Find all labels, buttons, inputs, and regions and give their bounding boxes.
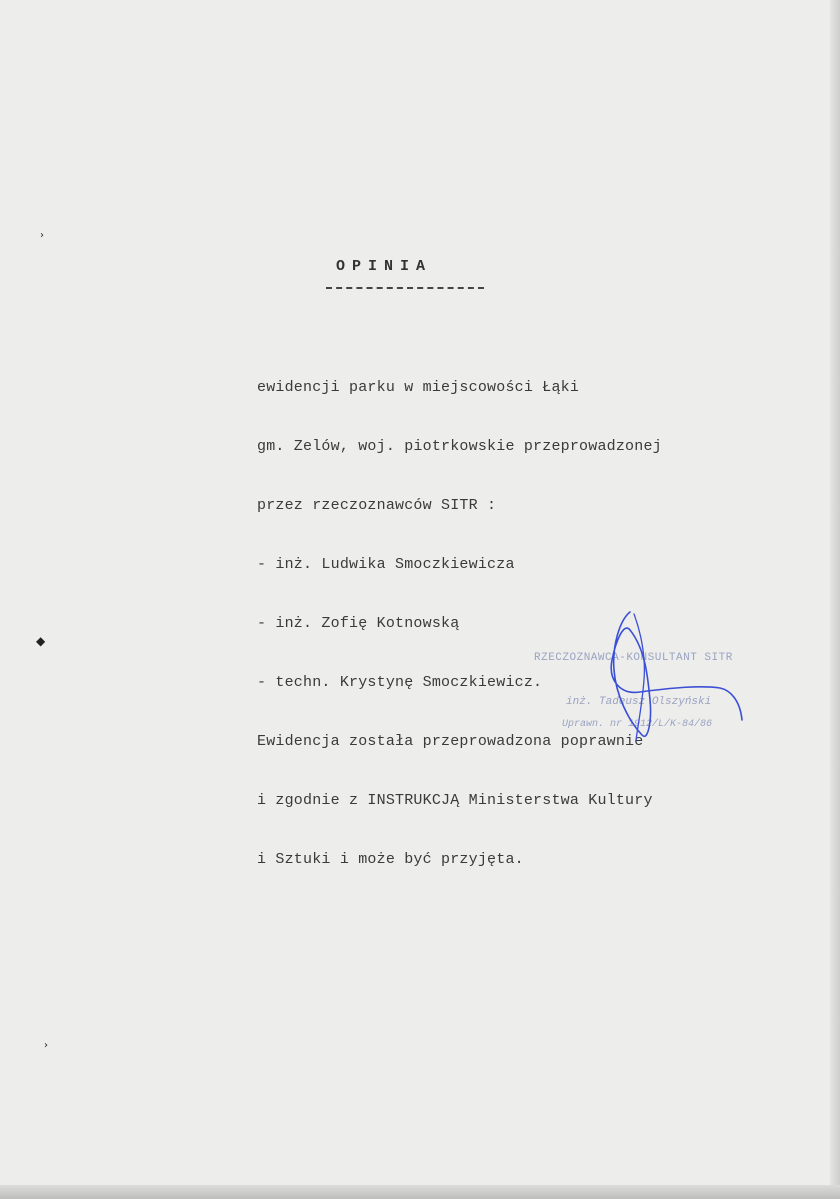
body-line: przez rzeczoznawców SITR : (257, 497, 497, 514)
body-line: ewidencji parku w miejscowości Łąki (257, 379, 580, 396)
body-line: i zgodnie z INSTRUKCJĄ Ministerstwa Kultury (257, 792, 653, 809)
punch-hole-mark: ◆ (36, 634, 46, 648)
scan-speck-top: › (40, 230, 44, 241)
scan-speck-bottom: › (44, 1040, 48, 1051)
stamp-name: inż. Tadeusz Olszyński (566, 696, 712, 708)
body-line: - techn. Krystynę Smoczkiewicz. (257, 674, 543, 691)
document-title: OPINIA (336, 258, 433, 275)
page-edge-bottom (0, 1185, 840, 1199)
stamp-registration: Uprawn. nr 1912/L/K-84/86 (562, 719, 713, 730)
stamp-title: RZECZOZNAWCA-KONSULTANT SITR (534, 652, 733, 664)
body-line: Ewidencja została przeprowadzona poprawnie (257, 733, 644, 750)
handwritten-signature (590, 600, 750, 750)
body-line: - inż. Zofię Kotnowską (257, 615, 460, 632)
page-edge-right (830, 0, 840, 1199)
body-line: gm. Zelów, woj. piotrkowskie przeprowadzonej (257, 438, 662, 455)
title-underline (326, 287, 484, 289)
body-line: - inż. Ludwika Smoczkiewicza (257, 556, 515, 573)
body-line: i Sztuki i może być przyjęta. (257, 851, 524, 868)
